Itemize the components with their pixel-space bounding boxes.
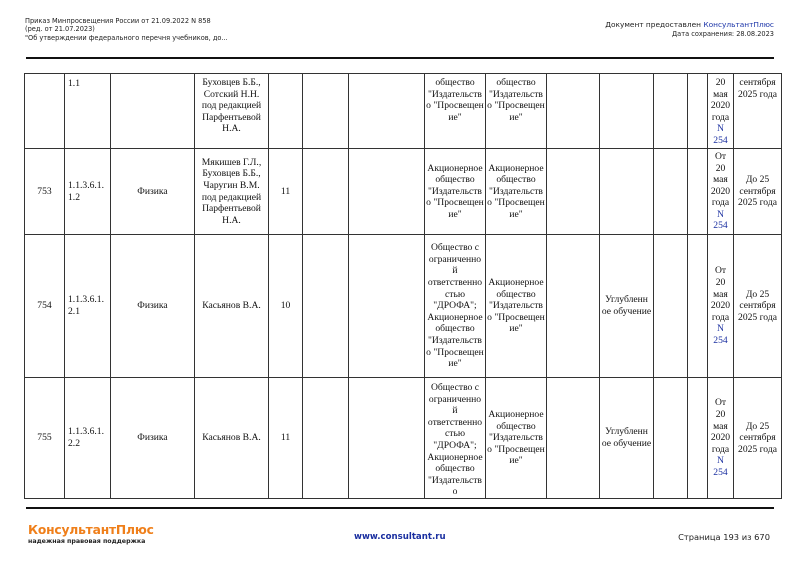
order-number-link[interactable]: N 254 [713,208,728,232]
cell-grade: 11 [269,378,303,499]
table-row [25,378,782,499]
cell-number: 755 [25,378,65,499]
cell-subject: Физика [111,149,195,235]
cell-empty [654,378,688,499]
order-date: От 20 мая 2020 года [710,150,731,209]
order-date: 20 мая 2020 года [710,77,731,123]
order-number-link[interactable]: N 254 [713,123,728,146]
cell-empty [654,235,688,378]
cell-empty [654,74,688,149]
cell-publisher: общество "Издательств о "Просвещен ие" [425,74,486,149]
page-counter: Страница 193 из 670 [678,532,770,542]
cell-empty [688,378,708,499]
cell-authors: Касьянов В.А. [195,378,269,499]
provided-by: Документ предоставлен КонсультантПлюс [605,20,774,29]
cell-empty [547,378,600,499]
cell-authors: Буховцев Б.Б., Сотский Н.Н. под редакцией Парфентьевой Н.А. [195,74,269,149]
textbook-list-table [24,73,782,499]
footer-site-link[interactable]: www.consultant.ru [354,532,446,542]
cell-valid-until: сентября 2025 года [734,74,782,149]
cell-grade [269,74,303,149]
header-revision: (ред. от 21.07.2023) [25,25,95,34]
order-number-link[interactable]: N 254 [713,323,728,346]
cell-level [600,74,654,149]
cell-empty [303,235,349,378]
cell-code: 1.1.3.6.1. 1.2 [65,149,111,235]
provider-brand-link[interactable]: КонсультантПлюс [703,20,774,29]
cell-grade: 10 [269,235,303,378]
cell-publisher-2: Акционерное общество "Издательств о "Просвещен ие" [486,235,547,378]
cell-empty [349,378,425,499]
cell-level: Углубленн ое обучение [600,235,654,378]
cell-publisher-2: Акционерное общество "Издательств о "Просвещен ие" [486,378,547,499]
cell-number: 753 [25,149,65,235]
cell-empty [303,378,349,499]
cell-empty [349,235,425,378]
order-number-link[interactable]: N 254 [713,455,728,478]
footer-divider [26,507,774,509]
footer-brand: КонсультантПлюс [28,523,154,537]
save-date: Дата сохранения: 28.08.2023 [672,29,774,38]
cell-empty [547,74,600,149]
cell-order [708,149,734,235]
cell-valid-until: До 25 сентября 2025 года [734,149,782,235]
cell-order [708,235,734,378]
cell-number [25,74,65,149]
header-divider [26,57,774,59]
cell-empty [547,235,600,378]
cell-publisher-2: общество "Издательств о "Просвещен ие" [486,74,547,149]
cell-level: Углубленн ое обучение [600,378,654,499]
table-row [25,235,782,378]
cell-valid-until: До 25 сентября 2025 года [734,235,782,378]
cell-empty [547,149,600,235]
cell-valid-until: До 25 сентября 2025 года [734,378,782,499]
cell-empty [688,235,708,378]
cell-authors: Касьянов В.А. [195,235,269,378]
cell-code: 1.1 [65,74,111,149]
cell-publisher: Акционерное общество "Издательств о "Просвещен ие" [425,149,486,235]
cell-empty [688,74,708,149]
order-date: От 20 мая 2020 года [710,265,731,323]
cell-publisher-2: Акционерное общество "Издательств о "Просвещен ие" [486,149,547,235]
cell-order [708,378,734,499]
footer-tagline: надежная правовая поддержка [28,538,146,545]
footer-logo [28,523,154,545]
cell-order [708,74,734,149]
document-header-right [605,20,774,39]
cell-subject: Физика [111,235,195,378]
table-row [25,149,782,235]
cell-number: 754 [25,235,65,378]
cell-grade: 11 [269,149,303,235]
cell-authors: Мякишев Г.Л., Буховцев Б.Б., Чаругин В.М. под редакцией Парфентьевой Н.А. [195,149,269,235]
cell-empty [654,149,688,235]
cell-publisher: Общество с ограниченно й ответственно стью "ДРОФА"; Акционерное общество "Издательств о "Просвещен ие" [425,235,486,378]
cell-code: 1.1.3.6.1. 2.2 [65,378,111,499]
header-doc-name: "Об утверждении федерального перечня учебников, до... [25,33,228,42]
cell-empty [303,74,349,149]
cell-level [600,149,654,235]
cell-empty [349,149,425,235]
order-date: От 20 мая 2020 года [710,397,731,455]
cell-empty [349,74,425,149]
cell-code: 1.1.3.6.1. 2.1 [65,235,111,378]
cell-subject: Физика [111,378,195,499]
cell-empty [688,149,708,235]
cell-empty [303,149,349,235]
document-header-left [25,17,228,42]
cell-publisher: Общество с ограниченно й ответственно стью "ДРОФА"; Акционерное общество "Издательств о [425,378,486,499]
header-order-title: Приказ Минпросвещения России от 21.09.2022 N 858 [25,17,211,25]
cell-subject [111,74,195,149]
table-row [25,74,782,149]
